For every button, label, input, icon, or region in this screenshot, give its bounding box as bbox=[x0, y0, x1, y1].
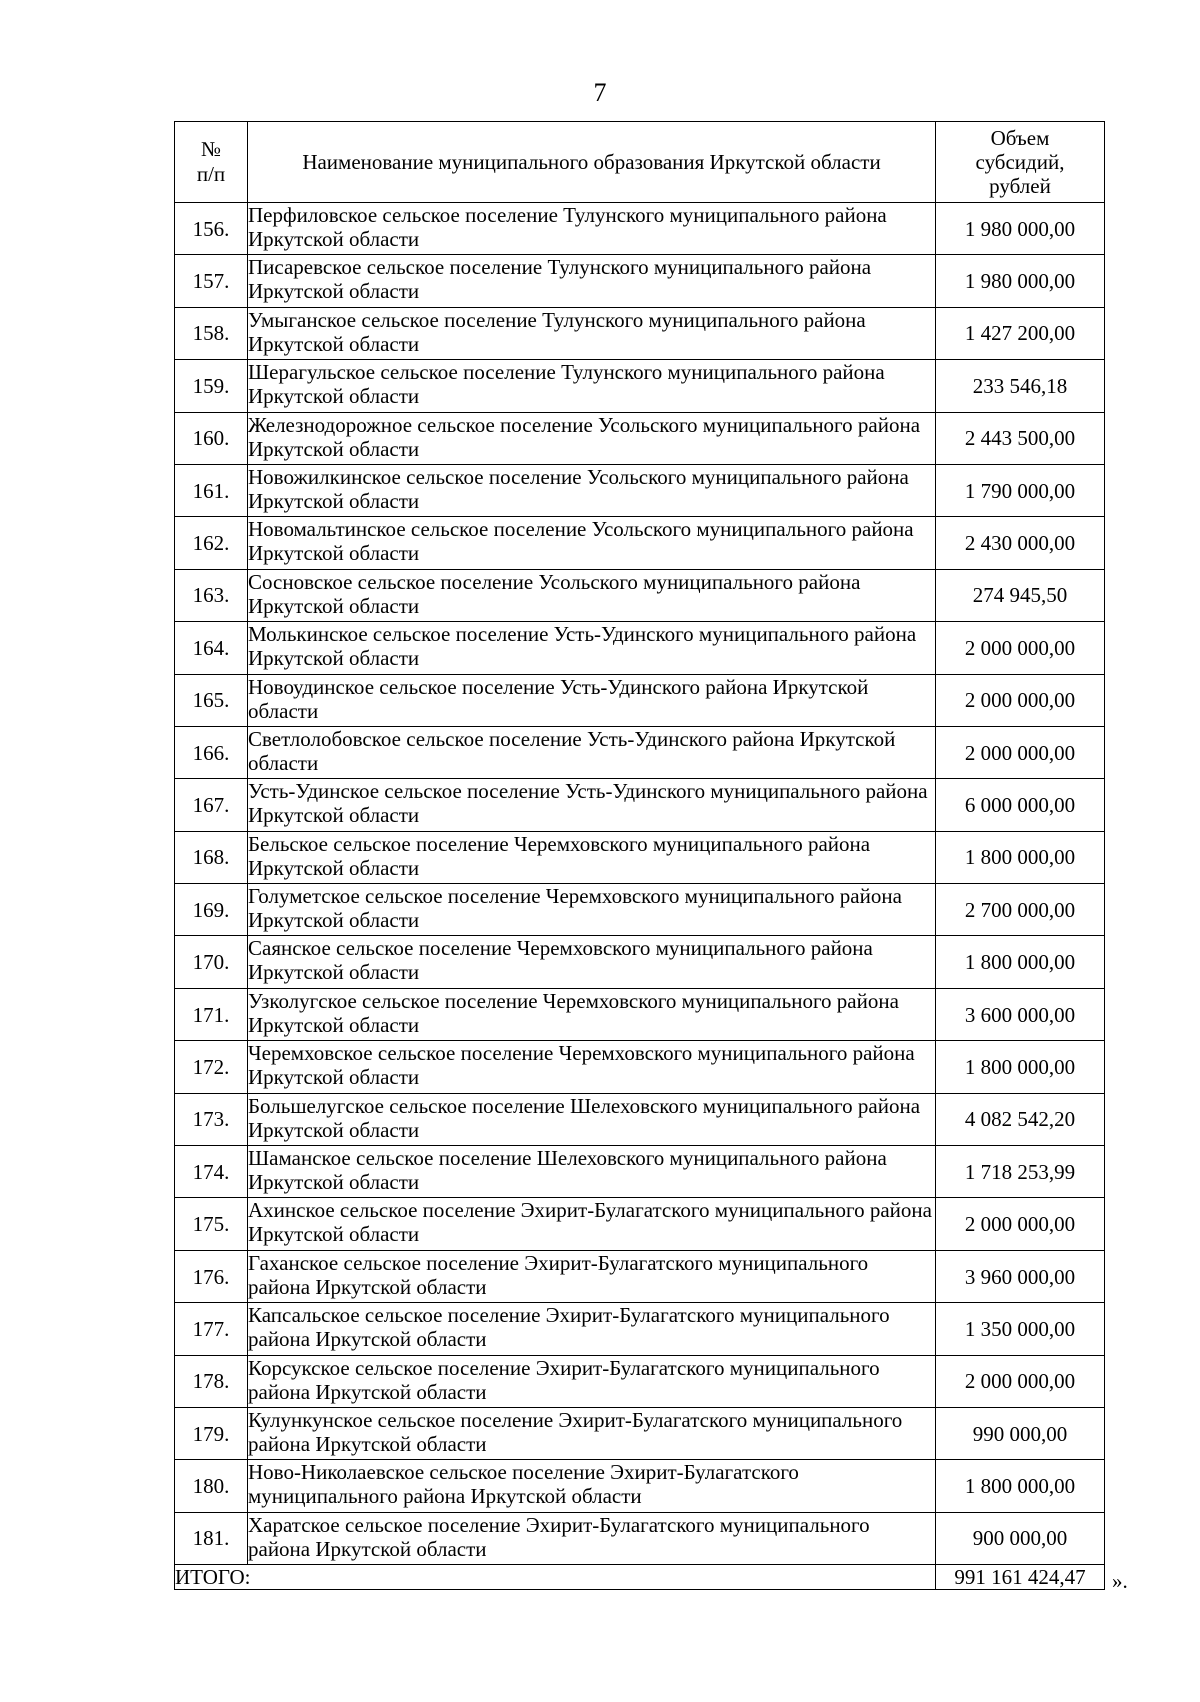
row-amount: 990 000,00 bbox=[936, 1407, 1105, 1459]
table-row bbox=[175, 1355, 1105, 1407]
row-amount: 1 980 000,00 bbox=[936, 255, 1105, 307]
row-municipality-name: Перфиловское сельское поселение Тулунского муниципального района Иркутской области bbox=[248, 203, 936, 255]
row-municipality-name: Узколугское сельское поселение Черемховского муниципального района Иркутской области bbox=[248, 988, 936, 1040]
row-municipality-name: Молькинское сельское поселение Усть-Удинского муниципального района Иркутской области bbox=[248, 622, 936, 674]
row-municipality-name: Светлолобовское сельское поселение Усть-Удинского района Иркутской области bbox=[248, 726, 936, 778]
table-row bbox=[175, 464, 1105, 516]
row-municipality-name: Шаманское сельское поселение Шелеховского муниципального района Иркутской области bbox=[248, 1146, 936, 1198]
row-amount: 1 800 000,00 bbox=[936, 1041, 1105, 1093]
table-row bbox=[175, 1407, 1105, 1459]
table-row bbox=[175, 1041, 1105, 1093]
row-number: 180. bbox=[175, 1460, 248, 1512]
row-amount: 3 600 000,00 bbox=[936, 988, 1105, 1040]
row-amount: 1 718 253,99 bbox=[936, 1146, 1105, 1198]
row-amount: 900 000,00 bbox=[936, 1512, 1105, 1564]
table-row bbox=[175, 1250, 1105, 1302]
table-row bbox=[175, 412, 1105, 464]
table-row bbox=[175, 1198, 1105, 1250]
row-number: 164. bbox=[175, 622, 248, 674]
subsidies-table bbox=[174, 121, 1105, 1590]
row-municipality-name: Корсукское сельское поселение Эхирит-Булагатского муниципального района Иркутской области bbox=[248, 1355, 936, 1407]
row-municipality-name: Капсальское сельское поселение Эхирит-Булагатского муниципального района Иркутской области bbox=[248, 1303, 936, 1355]
row-number: 173. bbox=[175, 1093, 248, 1145]
row-amount: 6 000 000,00 bbox=[936, 779, 1105, 831]
table-row bbox=[175, 779, 1105, 831]
row-municipality-name: Гаханское сельское поселение Эхирит-Булагатского муниципального района Иркутской области bbox=[248, 1250, 936, 1302]
row-amount: 1 800 000,00 bbox=[936, 1460, 1105, 1512]
row-municipality-name: Бельское сельское поселение Черемховского муниципального района Иркутской области bbox=[248, 831, 936, 883]
table-body bbox=[175, 203, 1105, 1565]
row-number: 161. bbox=[175, 464, 248, 516]
row-municipality-name: Умыганское сельское поселение Тулунского муниципального района Иркутской области bbox=[248, 307, 936, 359]
table-row bbox=[175, 1460, 1105, 1512]
row-amount: 233 546,18 bbox=[936, 360, 1105, 412]
row-amount: 1 980 000,00 bbox=[936, 203, 1105, 255]
table-row bbox=[175, 517, 1105, 569]
row-number: 159. bbox=[175, 360, 248, 412]
header-amount: Объем субсидий, рублей bbox=[936, 122, 1105, 203]
table-row bbox=[175, 307, 1105, 359]
table-row bbox=[175, 936, 1105, 988]
row-number: 163. bbox=[175, 569, 248, 621]
total-label: ИТОГО: bbox=[175, 1565, 936, 1590]
row-municipality-name: Сосновское сельское поселение Усольского муниципального района Иркутской области bbox=[248, 569, 936, 621]
row-amount: 1 800 000,00 bbox=[936, 936, 1105, 988]
row-municipality-name: Черемховское сельское поселение Черемховского муниципального района Иркутской области bbox=[248, 1041, 936, 1093]
row-municipality-name: Ново-Николаевское сельское поселение Эхирит-Булагатского муниципального района Иркутской области bbox=[248, 1460, 936, 1512]
row-municipality-name: Писаревское сельское поселение Тулунского муниципального района Иркутской области bbox=[248, 255, 936, 307]
header-name: Наименование муниципального образования Иркутской области bbox=[248, 122, 936, 203]
table-row bbox=[175, 1512, 1105, 1564]
row-number: 168. bbox=[175, 831, 248, 883]
row-municipality-name: Усть-Удинское сельское поселение Усть-Удинского муниципального района Иркутской области bbox=[248, 779, 936, 831]
row-amount: 2 000 000,00 bbox=[936, 726, 1105, 778]
row-number: 177. bbox=[175, 1303, 248, 1355]
row-number: 171. bbox=[175, 988, 248, 1040]
table-header bbox=[175, 122, 1105, 203]
row-number: 160. bbox=[175, 412, 248, 464]
row-amount: 1 790 000,00 bbox=[936, 464, 1105, 516]
row-amount: 2 443 500,00 bbox=[936, 412, 1105, 464]
table-row bbox=[175, 884, 1105, 936]
row-municipality-name: Новожилкинское сельское поселение Усольского муниципального района Иркутской области bbox=[248, 464, 936, 516]
row-amount: 2 700 000,00 bbox=[936, 884, 1105, 936]
row-amount: 1 800 000,00 bbox=[936, 831, 1105, 883]
row-number: 156. bbox=[175, 203, 248, 255]
row-amount: 274 945,50 bbox=[936, 569, 1105, 621]
row-amount: 2 000 000,00 bbox=[936, 1198, 1105, 1250]
header-number: № п/п bbox=[175, 122, 248, 203]
row-number: 158. bbox=[175, 307, 248, 359]
table-row bbox=[175, 1303, 1105, 1355]
row-number: 181. bbox=[175, 1512, 248, 1564]
table-row bbox=[175, 360, 1105, 412]
row-municipality-name: Новоудинское сельское поселение Усть-Удинского района Иркутской области bbox=[248, 674, 936, 726]
table-row bbox=[175, 1093, 1105, 1145]
row-municipality-name: Железнодорожное сельское поселение Усольского муниципального района Иркутской области bbox=[248, 412, 936, 464]
table-row bbox=[175, 255, 1105, 307]
row-amount: 2 000 000,00 bbox=[936, 674, 1105, 726]
row-number: 178. bbox=[175, 1355, 248, 1407]
row-municipality-name: Голуметское сельское поселение Черемховского муниципального района Иркутской области bbox=[248, 884, 936, 936]
row-number: 165. bbox=[175, 674, 248, 726]
row-number: 157. bbox=[175, 255, 248, 307]
total-amount: 991 161 424,47 bbox=[936, 1565, 1105, 1590]
table-row bbox=[175, 726, 1105, 778]
table-row bbox=[175, 622, 1105, 674]
row-number: 176. bbox=[175, 1250, 248, 1302]
row-municipality-name: Ахинское сельское поселение Эхирит-Булагатского муниципального района Иркутской области bbox=[248, 1198, 936, 1250]
table-row bbox=[175, 1146, 1105, 1198]
row-amount: 1 427 200,00 bbox=[936, 307, 1105, 359]
row-number: 169. bbox=[175, 884, 248, 936]
table-row bbox=[175, 831, 1105, 883]
row-number: 179. bbox=[175, 1407, 248, 1459]
row-number: 172. bbox=[175, 1041, 248, 1093]
row-municipality-name: Шерагульское сельское поселение Тулунского муниципального района Иркутской области bbox=[248, 360, 936, 412]
row-amount: 2 000 000,00 bbox=[936, 1355, 1105, 1407]
table-row bbox=[175, 988, 1105, 1040]
table-row bbox=[175, 569, 1105, 621]
row-number: 166. bbox=[175, 726, 248, 778]
row-municipality-name: Большелугское сельское поселение Шелеховского муниципального района Иркутской области bbox=[248, 1093, 936, 1145]
row-number: 174. bbox=[175, 1146, 248, 1198]
closing-quote-mark: ». bbox=[1112, 1569, 1128, 1593]
row-municipality-name: Новомальтинское сельское поселение Усольского муниципального района Иркутской области bbox=[248, 517, 936, 569]
row-municipality-name: Харатское сельское поселение Эхирит-Булагатского муниципального района Иркутской области bbox=[248, 1512, 936, 1564]
row-amount: 3 960 000,00 bbox=[936, 1250, 1105, 1302]
total-row bbox=[175, 1565, 1105, 1590]
table-row bbox=[175, 674, 1105, 726]
row-amount: 2 430 000,00 bbox=[936, 517, 1105, 569]
row-number: 175. bbox=[175, 1198, 248, 1250]
page-number: 7 bbox=[593, 78, 607, 107]
row-amount: 4 082 542,20 bbox=[936, 1093, 1105, 1145]
row-number: 162. bbox=[175, 517, 248, 569]
row-number: 170. bbox=[175, 936, 248, 988]
row-number: 167. bbox=[175, 779, 248, 831]
row-amount: 1 350 000,00 bbox=[936, 1303, 1105, 1355]
row-municipality-name: Кулункунское сельское поселение Эхирит-Булагатского муниципального района Иркутской области bbox=[248, 1407, 936, 1459]
row-municipality-name: Саянское сельское поселение Черемховского муниципального района Иркутской области bbox=[248, 936, 936, 988]
row-amount: 2 000 000,00 bbox=[936, 622, 1105, 674]
table-row bbox=[175, 203, 1105, 255]
